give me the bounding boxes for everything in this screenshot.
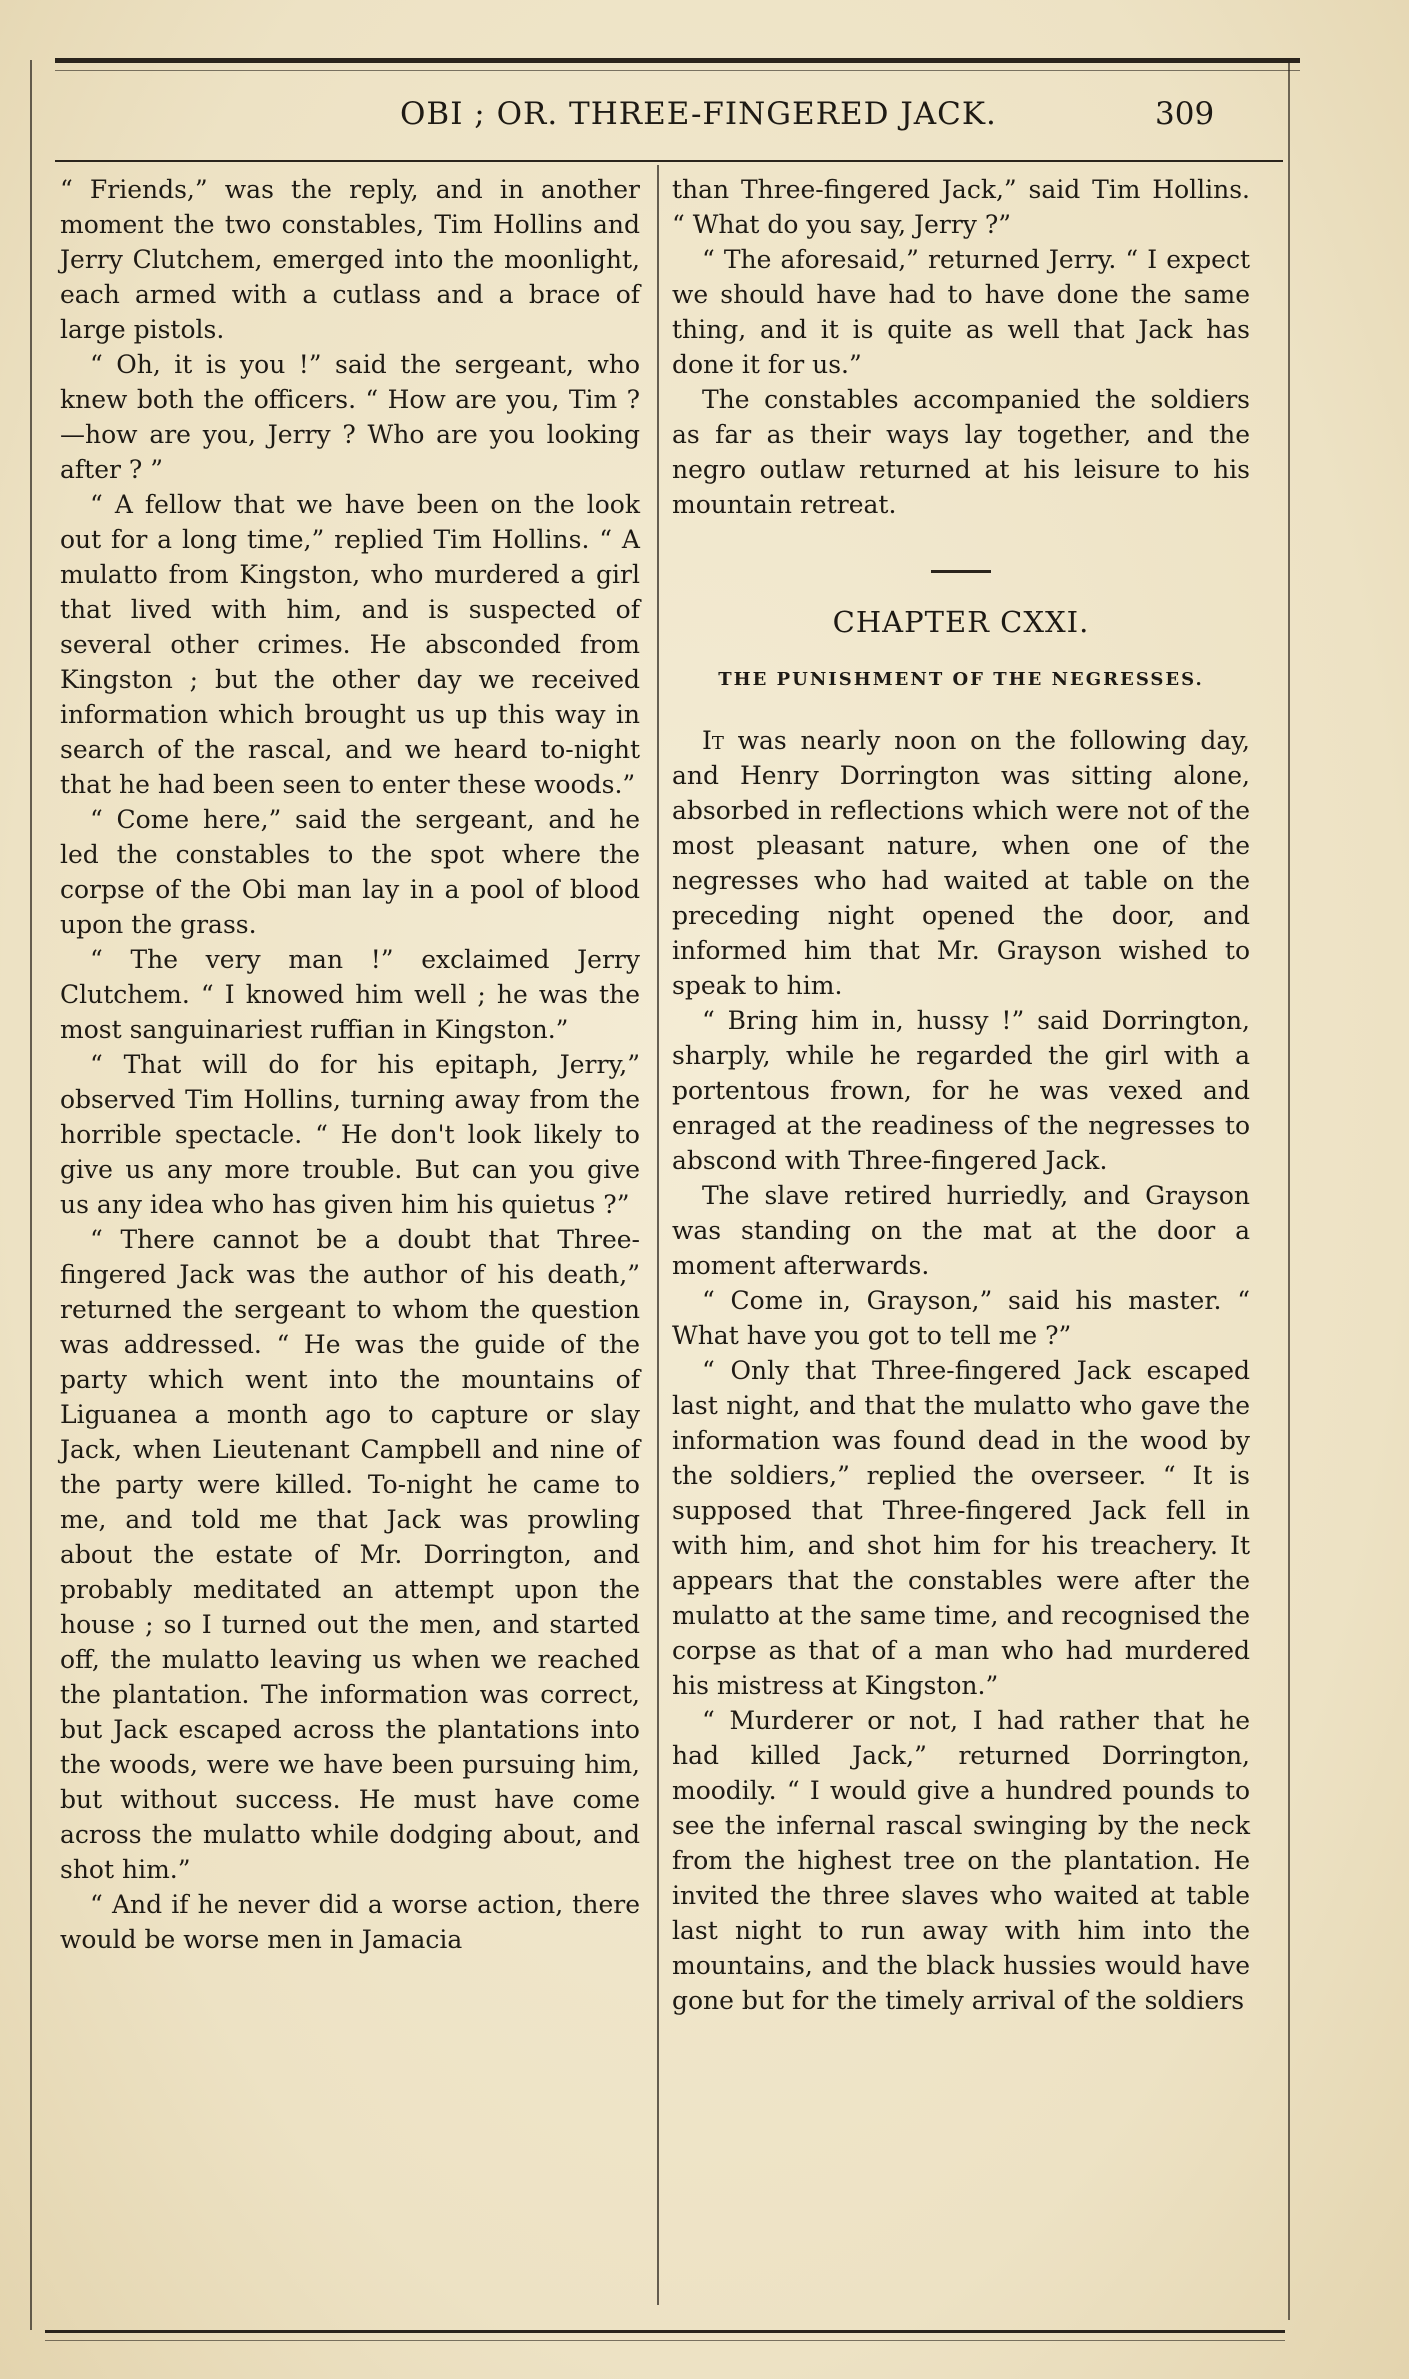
footer-rule-thin — [45, 2340, 1285, 2341]
chapter-rule — [931, 570, 991, 573]
paragraph: than Three-fingered Jack,” said Tim Hollins. “ What do you say, Jerry ?” — [672, 175, 1250, 239]
header-rule — [55, 160, 1283, 162]
footer-rule — [45, 2330, 1285, 2333]
paragraph: “ Friends,” was the reply, and in another moment the two constables, Tim Hollins and Jerry Clutchem, emerged into the moonlight, each armed with a cutlass and a brace of large pistols. — [60, 175, 640, 344]
paragraph: “ And if he never did a worse action, there would be worse men in Jamacia — [60, 1890, 640, 1954]
paragraph: “ The very man !” exclaimed Jerry Clutchem. “ I knowed him well ; he was the most sanguinariest ruffian in Kingston.” — [60, 945, 640, 1044]
left-border-rule — [30, 60, 32, 2330]
top-rule — [55, 58, 1300, 63]
page-header — [55, 90, 1300, 150]
page-number: 309 — [1155, 96, 1215, 132]
chapter-opening-paragraph — [672, 723, 1250, 1003]
paragraph: “ Only that Three-fingered Jack escaped last night, and that the mulatto who gave the information was found dead in the wood by the soldiers,” replied the overseer. “ It is supposed that Three-fingered Jack fell in with him, and shot him for his treachery. It appears that the constables were after the mulatto at the same time, and recognised the corpse as that of a man who had murdered his mistress at Kingston.” — [672, 1356, 1250, 1700]
paragraph: “ Come here,” said the sergeant, and he led the constables to the spot where the corpse of the Obi man lay in a pool of blood upon the grass. — [60, 805, 640, 939]
paragraph: “ The aforesaid,” returned Jerry. “ I expect we should have had to have done the same thing, and it is quite as well that Jack has done it for us.” — [672, 245, 1250, 379]
paragraph: “ Murderer or not, I had rather that he had killed Jack,” returned Dorrington, moodily. “ I would give a hundred pounds to see the infernal rascal swinging by the neck from the highest tree on the plantation. He invited the three slaves who waited at table last night to run away with him into the mountains, and the black hussies would have gone but for the timely arrival of the soldiers — [672, 1706, 1250, 2015]
top-rule-thin — [55, 70, 1300, 71]
chapter-title: CHAPTER CXXI. — [832, 605, 1090, 639]
paragraph: The slave retired hurriedly, and Grayson was standing on the mat at the door a moment afterwards. — [672, 1181, 1250, 1280]
column-divider — [657, 165, 659, 2305]
right-border-rule — [1288, 60, 1290, 2320]
paragraph: “ Bring him in, hussy !” said Dorrington, sharply, while he regarded the girl with a portentous frown, for he was vexed and enraged at the readiness of the negresses to abscond with Three-fingered Jack. — [672, 1006, 1250, 1175]
paragraph: The constables accompanied the soldiers as far as their ways lay together, and the negro outlaw returned at his leisure to his mountain retreat. — [672, 385, 1250, 519]
opening-rest: was nearly noon on the following day, and Henry Dorrington was sitting alone, absorbed in reflections which were not of the most pleasant nature, when one of the negresses who had waited at table on the preceding night opened the door, and informed him that Mr. Grayson wished to speak to him. — [672, 726, 1250, 1000]
paragraph: “ Oh, it is you !” said the sergeant, who knew both the officers. “ How are you, Tim ?—how are you, Jerry ? Who are you looking after ? ” — [60, 350, 640, 484]
chapter-subtitle: THE PUNISHMENT OF THE NEGRESSES. — [718, 669, 1204, 690]
paragraph: “ There cannot be a doubt that Three-fingered Jack was the author of his death,” returned the sergeant to whom the question was addressed. “ He was the guide of the party which went into the mountains of Liguanea a month ago to capture or slay Jack, when Lieutenant Campbell and nine of the party were killed. To-night he came to me, and told me that Jack was prowling about the estate of Mr. Dorrington, and probably meditated an attempt upon the house ; so I turned out the men, and started off, the mulatto leaving us when we reached the plantation. The information was correct, but Jack escaped across the plantations into the woods, were we have been pursuing him, but without success. He must have come across the mulatto while dodging about, and shot him.” — [60, 1225, 640, 1884]
running-title: OBI ; OR. THREE-FINGERED JACK. — [400, 96, 997, 132]
right-column — [672, 172, 1250, 2018]
opening-word: It — [702, 726, 724, 755]
left-column — [60, 172, 640, 1957]
paragraph: “ Come in, Grayson,” said his master. “ What have you got to tell me ?” — [672, 1286, 1250, 1350]
paragraph: “ A fellow that we have been on the look out for a long time,” replied Tim Hollins. “ A mulatto from Kingston, who murdered a girl that lived with him, and is suspected of several other crimes. He absconded from Kingston ; but the other day we received information which brought us up this way in search of the rascal, and we heard to-night that he had been seen to enter these woods.” — [60, 490, 640, 799]
paragraph: “ That will do for his epitaph, Jerry,” observed Tim Hollins, turning away from the horrible spectacle. “ He don't look likely to give us any more trouble. But can you give us any idea who has given him his quietus ?” — [60, 1050, 640, 1219]
